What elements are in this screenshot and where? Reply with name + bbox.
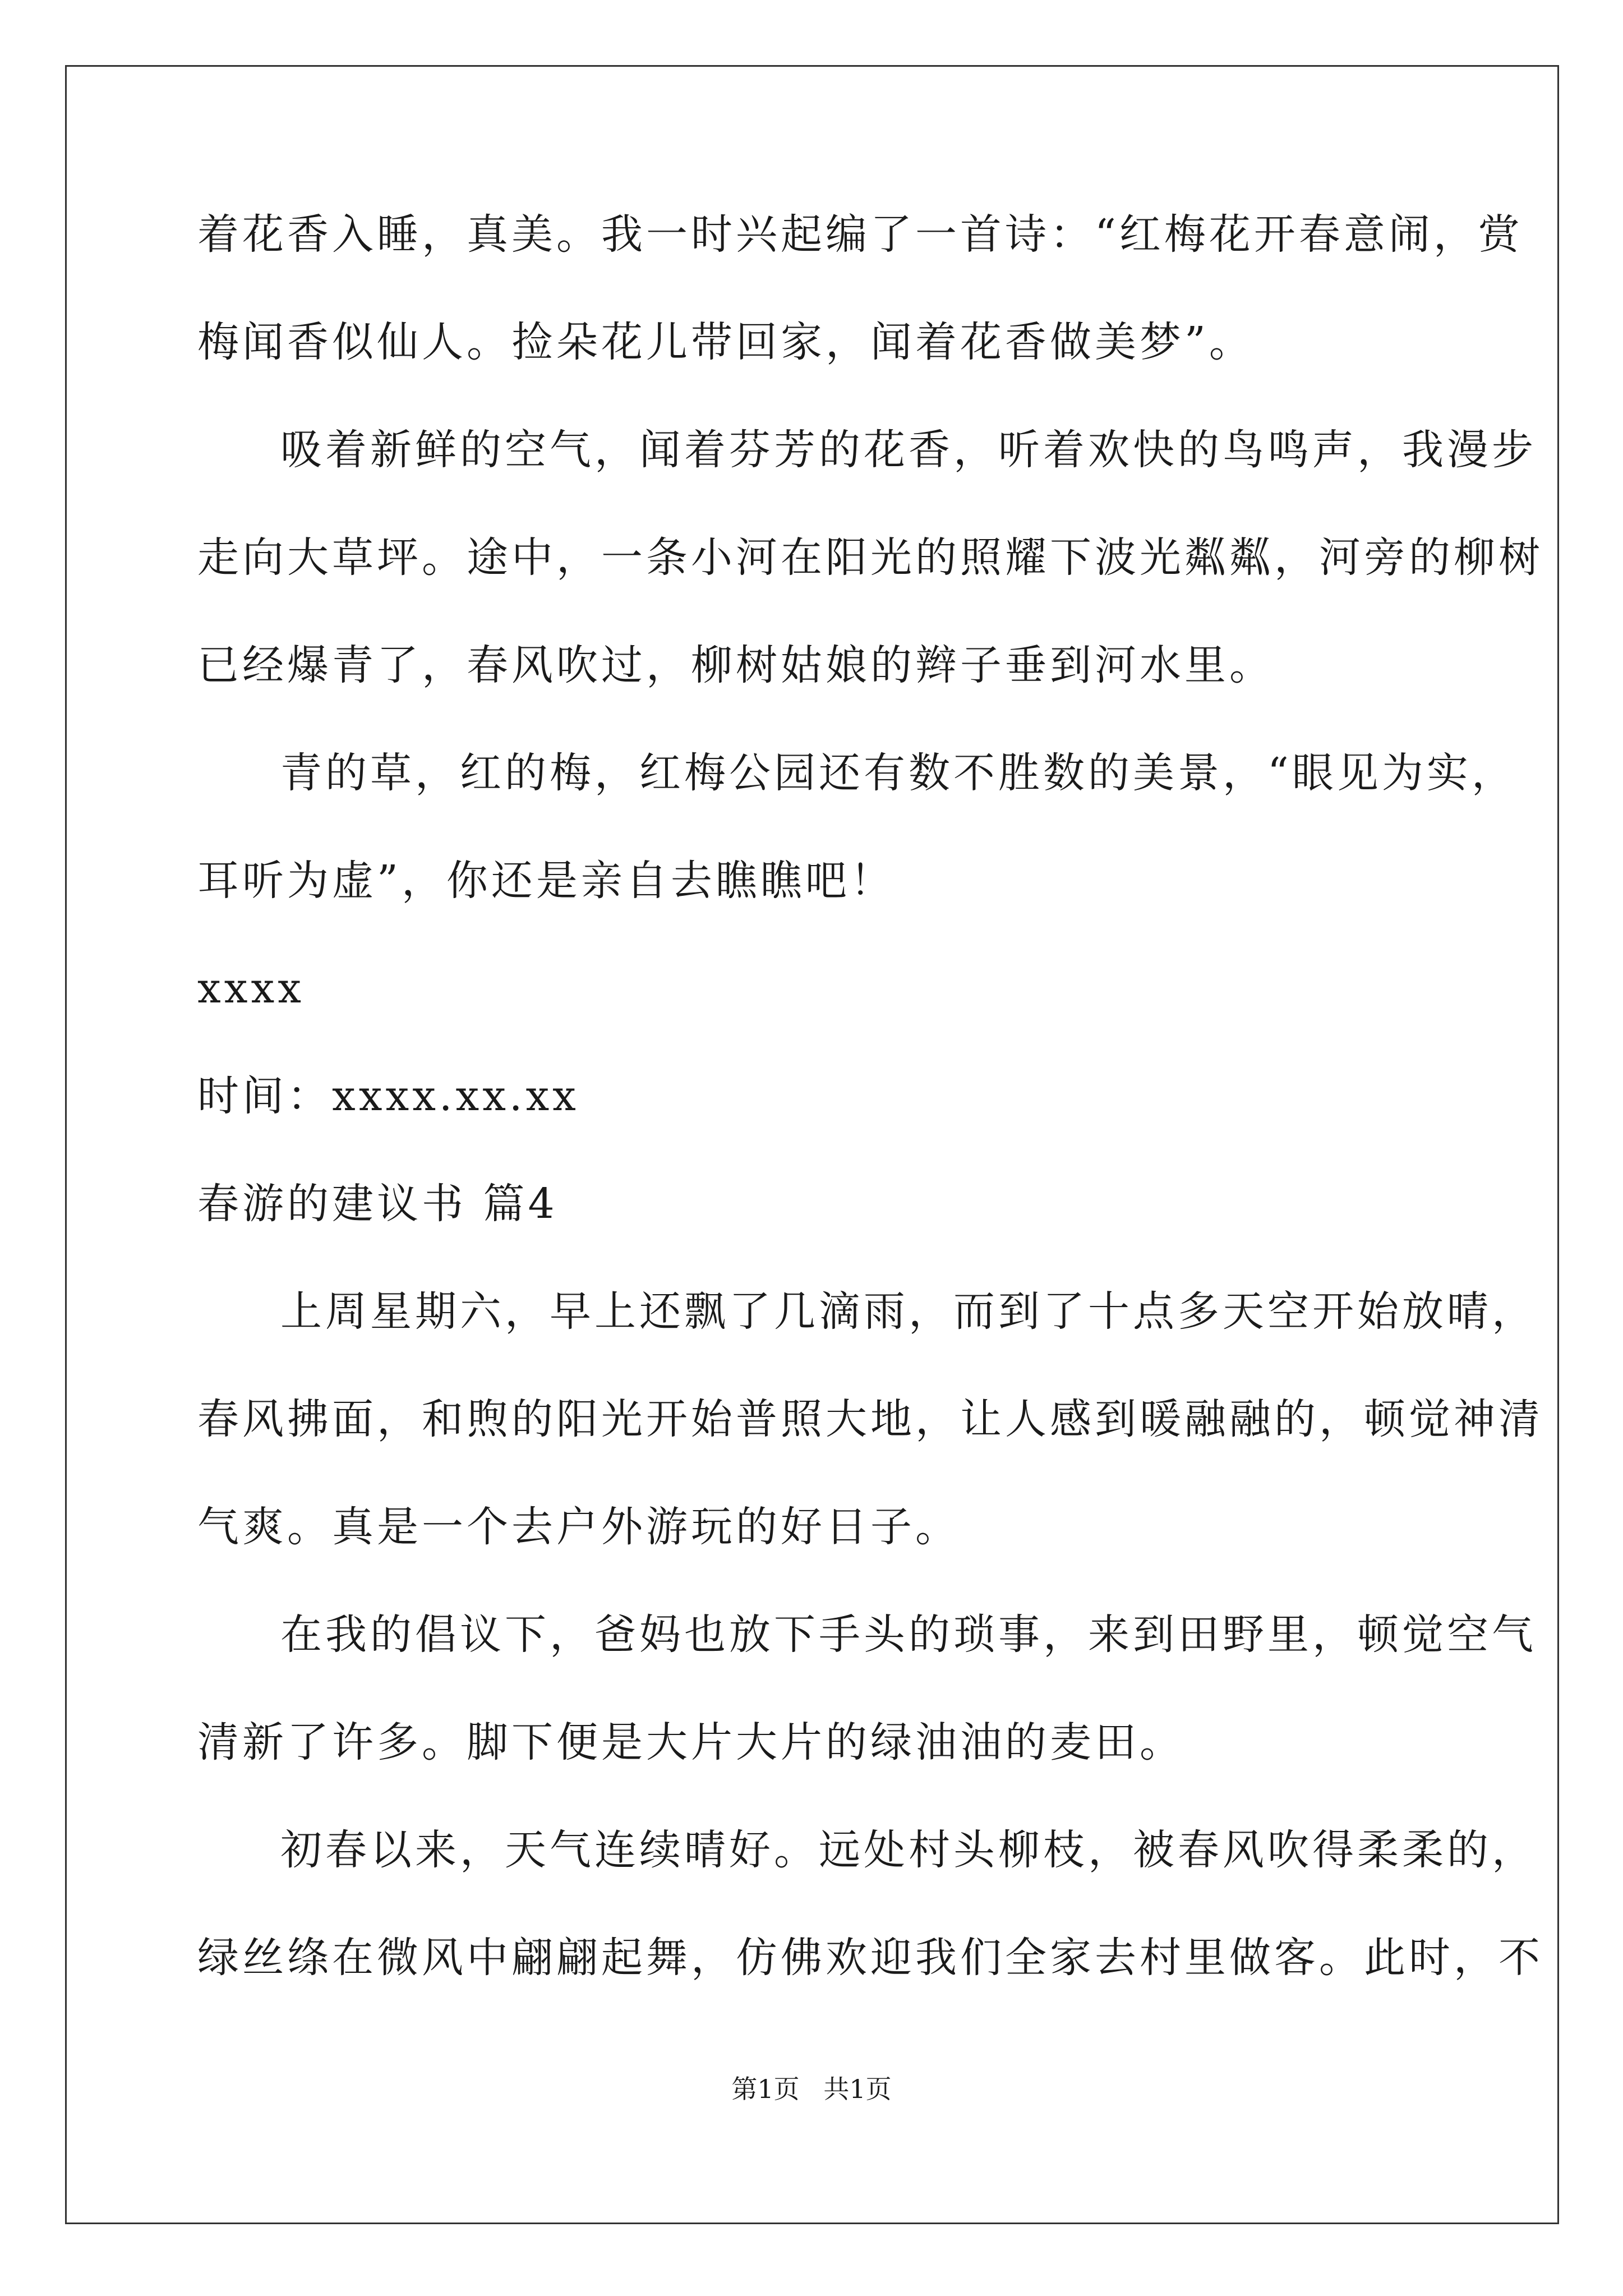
paragraph (197, 746, 1516, 908)
paragraph (197, 208, 1523, 369)
text-line: 上周星期六，早上还飘了几滴雨，而到了十点多天空开始放晴， (280, 1287, 1537, 1336)
text-line: 初春以来，天气连续晴好。远处村头柳枝，被春风吹得柔柔的， (280, 1826, 1537, 1874)
text-line: 着花香入睡，真美。我一时兴起编了一首诗：“红梅花开春意闹，赏 (197, 210, 1523, 259)
text-line: 气爽。真是一个去户外游玩的好日子。 (197, 1503, 960, 1551)
text-line: 吸着新鲜的空气，闻着芬芳的花香，听着欢快的鸟鸣声，我漫步 (280, 426, 1537, 474)
paragraph (197, 423, 1543, 692)
text-line: 已经爆青了，春风吹过，柳树姑娘的辫子垂到河水里。 (197, 641, 1274, 689)
text-line: xxxx (197, 964, 305, 1013)
text-line: 清新了许多。脚下便是大片大片的绿油油的麦田。 (197, 1718, 1184, 1766)
text-line: 耳听为虚”，你还是亲自去瞧瞧吧！ (197, 857, 895, 905)
document-body (197, 208, 1543, 2039)
text-line: 春风拂面，和煦的阳光开始普照大地，让人感到暖融融的，顿觉神清 (197, 1395, 1543, 1443)
paragraph (197, 1823, 1543, 1985)
author-line (197, 961, 1431, 1015)
page-number: 第1页 (731, 2074, 800, 2104)
page-total: 共1页 (823, 2074, 892, 2104)
text-line: 时间：xxxx.xx.xx (197, 1072, 579, 1120)
paragraph (197, 1608, 1537, 1769)
section-title (197, 1177, 1431, 1231)
text-line: 青的草，红的梅，红梅公园还有数不胜数的美景，“眼见为实， (280, 749, 1516, 797)
text-line: 走向大草坪。途中，一条小河在阳光的照耀下波光粼粼，河旁的柳树 (197, 533, 1543, 582)
date-line (197, 1069, 1431, 1123)
paragraph (197, 1285, 1543, 1554)
text-line: 在我的倡议下，爸妈也放下手头的琐事，来到田野里，顿觉空气 (280, 1611, 1537, 1659)
text-line: 梅闻香似仙人。捡朵花儿带回家，闻着花香做美梦”。 (197, 318, 1254, 366)
text-line: 绿丝绦在微风中翩翩起舞，仿佛欢迎我们全家去村里做客。此时，不 (197, 1934, 1543, 1982)
text-line: 春游的建议书 篇4 (197, 1180, 558, 1228)
page-footer (0, 2072, 1623, 2106)
